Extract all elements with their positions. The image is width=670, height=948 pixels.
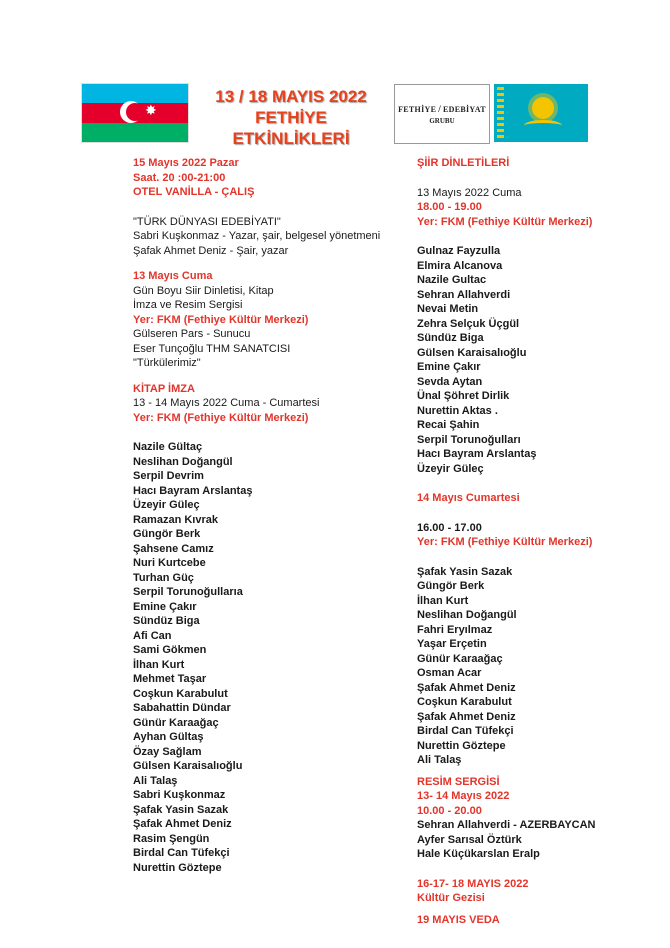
kitap-imza-names xyxy=(133,440,398,875)
name-list-item: Hacı Bayram Arslantaş xyxy=(133,484,253,497)
name-list-item: Ali Talaş xyxy=(417,754,462,766)
name-list-item: Serpil Torunoğullarıa xyxy=(133,586,243,598)
siir-time: 18.00 - 19.00 xyxy=(417,201,482,213)
name-list-item: Coşkun Karabulut xyxy=(133,687,228,700)
gezi-dates: 16-17- 18 MAYIS 2022 xyxy=(417,877,529,890)
logo-word-left: FETHİYE xyxy=(398,104,437,114)
name-list-item: Şafak Yasin Sazak xyxy=(133,803,229,816)
event2-line-2: İmza ve Resim Sergisi xyxy=(133,299,243,311)
name-list-item: Coşkun Karabulut xyxy=(417,696,512,708)
name-list-item: Hacı Bayram Arslantaş xyxy=(417,448,537,460)
title-events: FETHİYE ETKİNLİKLERİ xyxy=(232,108,350,148)
name-list-item: Birdal Can Tüfekçi xyxy=(133,847,230,859)
name-list-item: Rasim Şengün xyxy=(133,832,210,845)
event2-line-1: Gün Boyu Siir Dinletisi, Kitap xyxy=(133,284,274,297)
event1-speaker-1: Sabri Kuşkonmaz - Yazar, şair, belgesel yönetmeni xyxy=(133,230,381,242)
name-list-item: Günür Karaağaç xyxy=(133,716,219,729)
azerbaijan-flag-icon: ✸ xyxy=(82,84,188,142)
name-list-item: Güngör Berk xyxy=(133,528,201,540)
cumartesi-heading: 14 Mayıs Cumartesi xyxy=(417,492,520,504)
name-list-item: Gulnaz Fayzulla xyxy=(417,245,501,257)
name-list-item: Sabri Kuşkonmaz xyxy=(133,789,226,801)
name-list-item: İlhan Kurt xyxy=(133,658,185,671)
name-list-item: Ünal Şöhret Dirlik xyxy=(417,390,510,402)
name-list-item: Osman Acar xyxy=(417,667,482,679)
page-title xyxy=(196,86,386,149)
name-list-item: Nevai Metin xyxy=(417,303,479,315)
header xyxy=(0,0,670,150)
event2-line-3: Gülseren Pars - Sunucu xyxy=(133,328,251,340)
event2-line-5: "Türkülerimiz" xyxy=(133,357,201,369)
kitap-imza-heading: KİTAP İMZA xyxy=(133,382,195,395)
pen-icon: / xyxy=(438,103,442,114)
name-list-item: Nazile Gultac xyxy=(417,274,487,286)
kitap-imza-place: Yer: FKM (Fethiye Kültür Merkezi) xyxy=(133,411,309,424)
name-list-item: Gülsen Karaisalıoğlu xyxy=(133,760,243,772)
name-list-item: Özay Sağlam xyxy=(133,745,202,758)
name-list-item: Afi Can xyxy=(133,629,172,642)
cumartesi-time: 16.00 - 17.00 xyxy=(417,521,482,534)
name-list-item: Fahri Eryılmaz xyxy=(417,623,493,636)
event2-line-4: Eser Tunçoğlu THM SANATCISI xyxy=(133,342,291,355)
event1-date: 15 Mayıs 2022 Pazar xyxy=(133,157,239,169)
siir-names xyxy=(417,244,667,476)
event1-place: OTEL VANİLLA - ÇALIŞ xyxy=(133,186,255,198)
name-list-item: Nazile Gültaç xyxy=(133,441,203,453)
title-dates: 13 / 18 MAYIS 2022 xyxy=(215,87,367,106)
fethiye-edebiyat-logo xyxy=(394,84,490,144)
name-list-item: Neslihan Doğangül xyxy=(417,609,517,621)
name-list-item: Serpil Torunoğulları xyxy=(417,433,521,446)
resim-names xyxy=(417,818,667,862)
name-list-item: Ramazan Kıvrak xyxy=(133,513,218,526)
name-list-item: Emine Çakır xyxy=(133,600,197,613)
name-list-item: Sami Gökmen xyxy=(133,644,207,656)
event1-speaker-2: Şafak Ahmet Deniz - Şair, yazar xyxy=(133,244,289,257)
name-list-item: Şafak Ahmet Deniz xyxy=(417,681,516,694)
name-list-item: Zehra Selçuk Üçgül xyxy=(417,317,520,330)
gezi-label: Kültür Gezisi xyxy=(417,892,485,904)
logo-sub: GRUBU xyxy=(429,116,455,125)
name-list-item: Nurettin Göztepe xyxy=(133,861,222,874)
name-list-item: Emine Çakır xyxy=(417,361,481,373)
left-column xyxy=(133,156,398,875)
name-list-item: Gülsen Karaisalıoğlu xyxy=(417,346,527,359)
event1-title: "TÜRK DÜNYASI EDEBİYATI" xyxy=(133,215,281,228)
name-list-item: Şahsene Camız xyxy=(133,542,214,555)
name-list-item: Güngör Berk xyxy=(417,580,485,592)
name-list-item: Üzeyir Güleç xyxy=(133,499,200,511)
siir-date: 13 Mayıs 2022 Cuma xyxy=(417,186,522,199)
name-list-item: Elmira Alcanova xyxy=(417,259,503,272)
resim-heading: RESİM SERGİSİ xyxy=(417,775,500,788)
name-list-item: Mehmet Taşar xyxy=(133,673,207,685)
name-list-item: Şafak Ahmet Deniz xyxy=(133,818,232,830)
name-list-item: Hale Küçükarslan Eralp xyxy=(417,848,540,860)
event2-date: 13 Mayıs Cuma xyxy=(133,270,213,282)
name-list-item: Şafak Ahmet Deniz xyxy=(417,710,516,723)
name-list-item: Sündüz Biga xyxy=(133,615,200,627)
name-list-item: Günür Karaağaç xyxy=(417,652,503,665)
name-list-item: Yaşar Erçetin xyxy=(417,638,487,650)
resim-dates: 13- 14 Mayıs 2022 xyxy=(417,790,510,802)
name-list-item: İlhan Kurt xyxy=(417,594,469,607)
name-list-item: Serpil Devrim xyxy=(133,470,204,482)
name-list-item: Sabahattin Dündar xyxy=(133,702,231,714)
name-list-item: Sehran Allahverdi - AZERBAYCAN xyxy=(417,819,596,831)
name-list-item: Neslihan Doğangül xyxy=(133,455,233,468)
name-list-item: Sündüz Biga xyxy=(417,332,484,344)
right-column xyxy=(417,156,667,927)
name-list-item: Ayfer Sarısal Öztürk xyxy=(417,833,522,846)
resim-time: 10.00 - 20.00 xyxy=(417,804,482,817)
veda-label: 19 MAYIS VEDA xyxy=(417,913,500,926)
name-list-item: Üzeyir Güleç xyxy=(417,462,484,475)
cumartesi-place: Yer: FKM (Fethiye Kültür Merkezi) xyxy=(417,536,593,548)
name-list-item: Nuri Kurtcebe xyxy=(133,557,206,569)
name-list-item: Birdal Can Tüfekçi xyxy=(417,725,514,737)
logo-word-right: EDEBİYAT xyxy=(443,104,486,114)
siir-place: Yer: FKM (Fethiye Kültür Merkezi) xyxy=(417,215,593,228)
name-list-item: Nurettin Göztepe xyxy=(417,739,506,752)
name-list-item: Recai Şahin xyxy=(417,419,480,431)
name-list-item: Şafak Yasin Sazak xyxy=(417,565,513,578)
name-list-item: Sehran Allahverdi xyxy=(417,288,511,301)
name-list-item: Turhan Güç xyxy=(133,571,194,584)
name-list-item: Sevda Aytan xyxy=(417,375,483,388)
event2-place: Yer: FKM (Fethiye Kültür Merkezi) xyxy=(133,313,309,326)
event1-time: Saat. 20 :00-21:00 xyxy=(133,171,226,184)
cumartesi-names xyxy=(417,565,667,768)
kazakhstan-flag-icon xyxy=(494,84,588,142)
name-list-item: Ayhan Gültaş xyxy=(133,731,204,743)
name-list-item: Nurettin Aktas . xyxy=(417,404,498,417)
siir-heading: ŞİİR DİNLETİLERİ xyxy=(417,157,510,169)
kitap-imza-dates: 13 - 14 Mayıs 2022 Cuma - Cumartesi xyxy=(133,397,320,409)
name-list-item: Ali Talaş xyxy=(133,774,178,787)
